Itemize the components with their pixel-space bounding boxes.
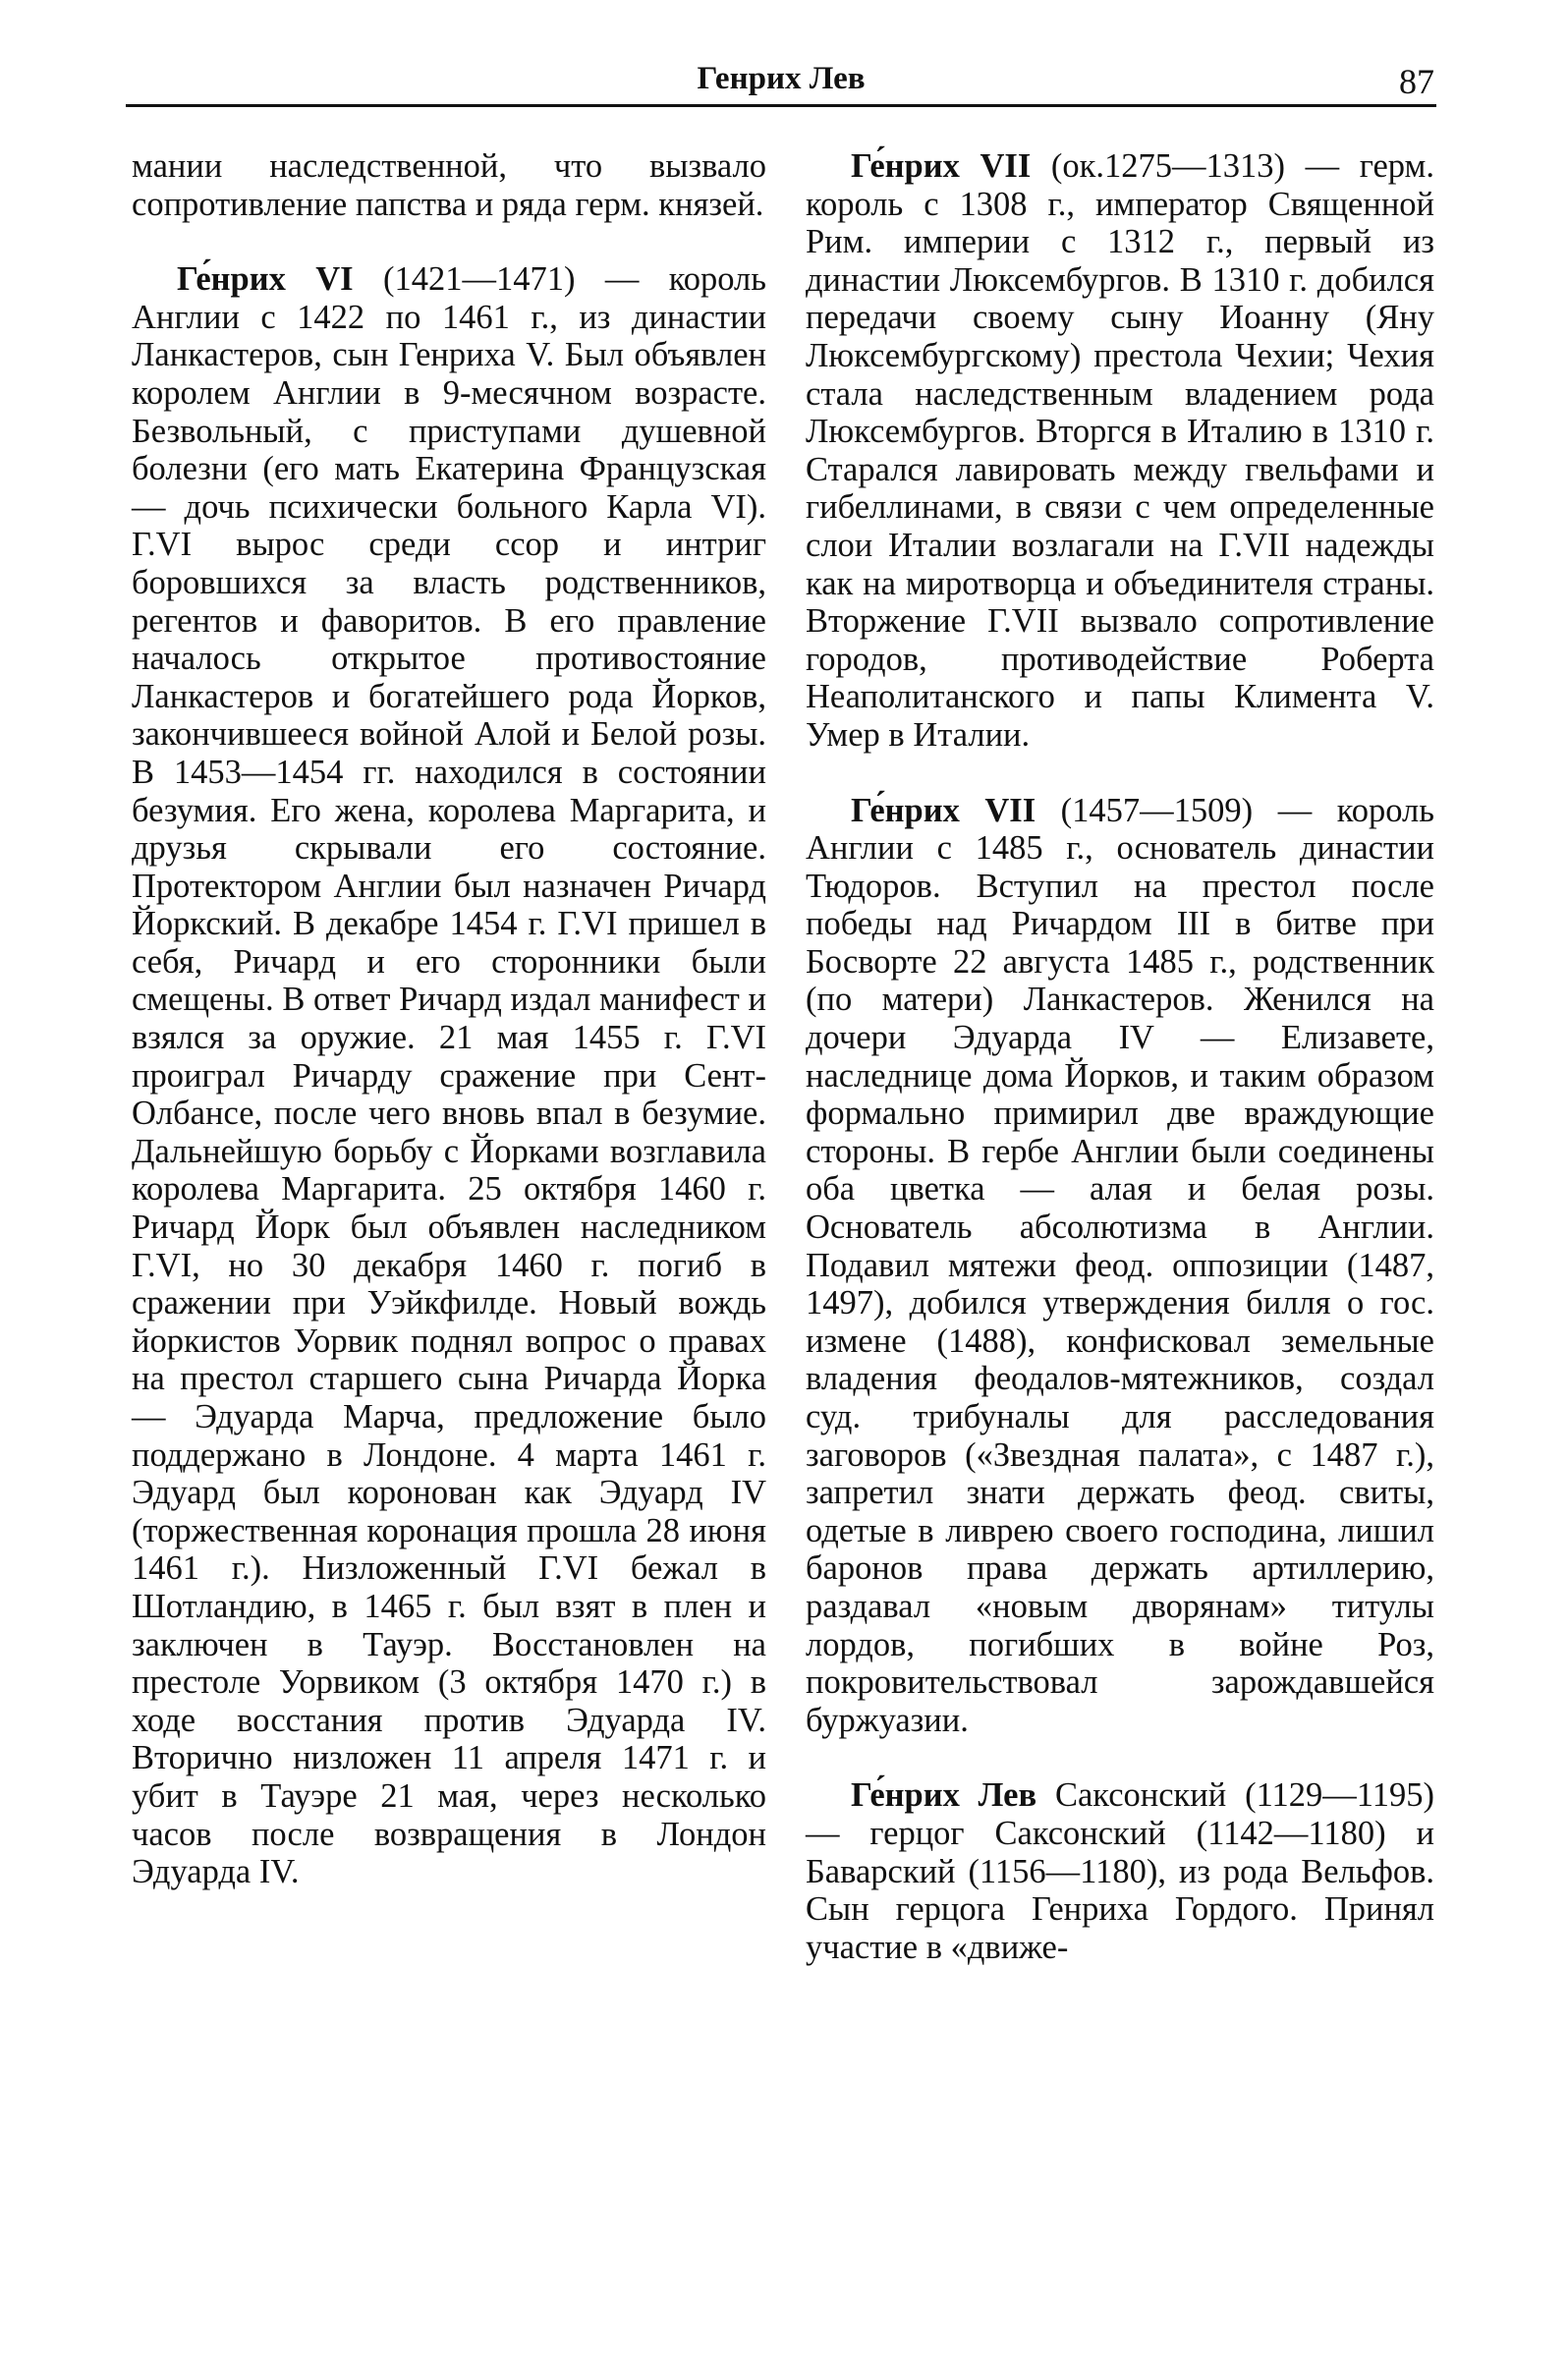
entry-henry-vi <box>132 260 766 1891</box>
right-column <box>806 147 1434 1966</box>
entry-term: Ге́нрих VII <box>851 791 1036 829</box>
entry-text: (1421—1471) — король Англии с 1422 по 1461 г., из династии Ланкастеров, сын Генриха V. Был объявлен королем Англии в 9-месячном возрасте. Безвольный, с приступами душевной болезни (его мать Екатерина Французская — дочь психически больного Карла VI). Г.VI вырос среди ссор и интриг боровшихся за власть родственников, регентов и фаворитов. В его правление началось открытое противостояние Ланкастеров и богатейшего рода Йорков, закончившееся войной Алой и Белой розы. В 1453—1454 гг. находился в состоянии безумия. Его жена, королева Маргарита, и друзья скрывали его состояние. Протектором Англии был назначен Ричард Йоркский. В декабре 1454 г. Г.VI пришел в себя, Ричард и его сторонники были смещены. В ответ Ричард издал манифест и взялся за оружие. 21 мая 1455 г. Г.VI проиграл Ричарду сражение при Сент-Олбансе, после чего вновь впал в безумие. Дальнейшую борьбу с Йорками возглавила королева Маргарита. 25 октября 1460 г. Ричард Йорк был объявлен наследником Г.VI, но 30 декабря 1460 г. погиб в сражении при Уэйкфилде. Новый вождь йоркистов Уорвик поднял вопрос о правах на престол старшего сына Ричарда Йорка — Эдуарда Марча, предложение было поддержано в Лондоне. 4 марта 1461 г. Эдуард был коронован как Эдуард IV (торжественная коронация прошла 28 июня 1461 г.). Низложенный Г.VI бежал в Шотландию, в 1465 г. был взят в плен и заключен в Тауэр. Восстановлен на престоле Уорвиком (3 октября 1470 г.) в ходе восстания против Эдуарда IV. Вторично низложен 11 апреля 1471 г. и убит в Тауэре 21 мая, через несколько часов после возвращения в Лондон Эдуарда IV. <box>132 260 767 1891</box>
entry-continuation <box>132 147 766 223</box>
entry-term: Ге́нрих Лев <box>851 1776 1037 1815</box>
entry-text: (1457—1509) — король Англии с 1485 г., основатель династии Тюдоров. Вступил на престол после победы над Ричардом III в битве при Босворте 22 августа 1485 г., родственник (по матери) Ланкастеров. Женился на дочери Эдуарда IV — Елизавете, наследнице дома Йорков, и таким образом формально примирил две враждующие стороны. В гербе Англии были соединены оба цветка — алая и белая розы. Основатель абсолютизма в Англии. Подавил мятежи феод. оппозиции (1487, 1497), добился утверждения билля о гос. измене (1488), конфисковал земельные владения феодалов-мятежников, создал суд. трибуналы для расследования заговоров («Звездная палата», с 1487 г.), запретил знати держать феод. свиты, одетые в ливрею своего господина, лишил баронов права держать артиллерию, раздавал «новым дворянам» титулы лордов, погибших в войне Роз, покровительствовал зарождавшейся буржуазии. <box>806 791 1434 1739</box>
entry-term: Ге́нрих VII <box>851 147 1032 185</box>
entry-henry-the-lion <box>806 1776 1434 1966</box>
running-title: Генрих Лев <box>697 61 866 96</box>
entry-henry-vii-emperor <box>806 147 1434 755</box>
left-column <box>132 147 766 1891</box>
running-head <box>128 39 1434 108</box>
entry-term: Ге́нрих VI <box>177 260 354 299</box>
entry-text: Саксонский (1129—1195) — герцог Саксонский (1142—1180) и Баварский (1156—1180), из рода Вельфов. Сын герцога Генриха Гордого. Принял участие в «движе- <box>806 1776 1434 1966</box>
entry-text: мании наследственной, что вызвало сопротивление папства и ряда герм. князей. <box>132 147 766 223</box>
page-number: 87 <box>1399 62 1434 101</box>
header-rule <box>126 104 1436 107</box>
entry-henry-vii-england <box>806 792 1434 1740</box>
entry-text: (ок.1275—1313) — герм. король с 1308 г., император Священной Рим. империи с 1312 г., первый из династии Люксембургов. В 1310 г. добился передачи своему сыну Иоанну (Яну Люксембургскому) престола Чехии; Чехия стала наследственным владением рода Люксембургов. Вторгся в Италию в 1310 г. Старался лавировать между гвельфами и гибеллинами, в связи с чем определенные слои Италии возлагали на Г.VII надежды как на миротворца и объединителя страны. Вторжение Г.VII вызвало сопротивление городов, противодействие Роберта Неаполитанского и папы Климента V. Умер в Италии. <box>806 147 1434 754</box>
